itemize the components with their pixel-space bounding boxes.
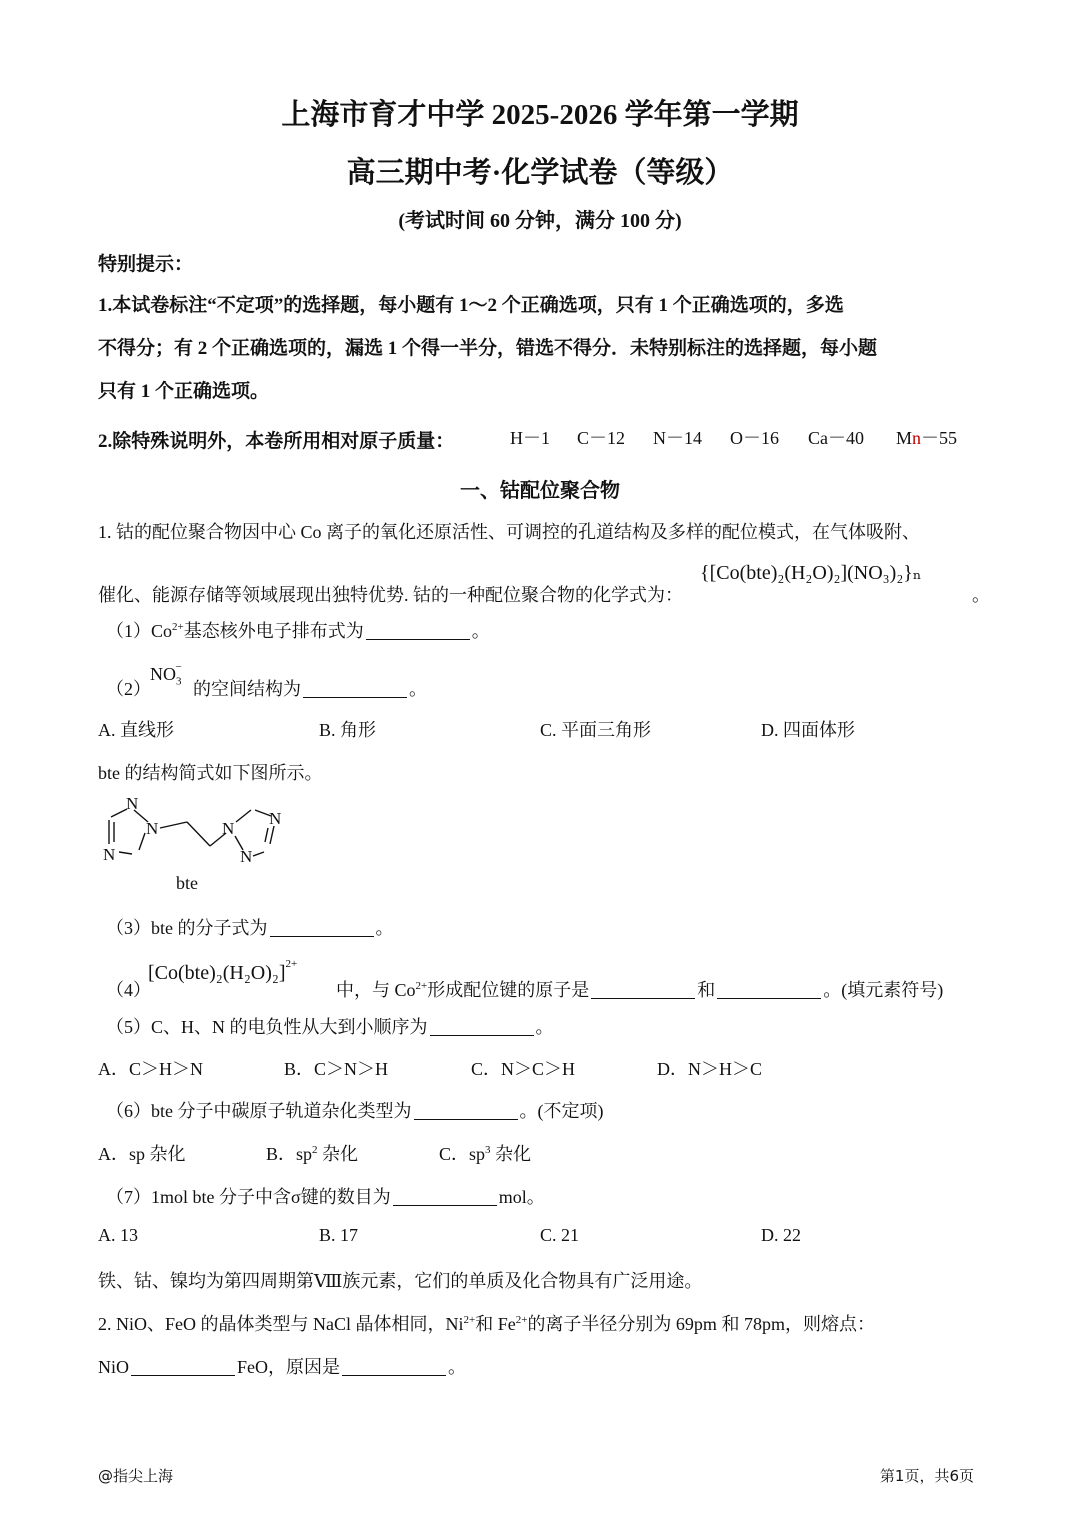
part-3: （3）bte 的分子式为 。 bbox=[106, 918, 394, 938]
notice-item1-line2: 不得分；有 2 个正确选项的，漏选 1 个得一半分，错选不得分．未特别标注的选择题，每小题 bbox=[98, 338, 878, 359]
p5-option-d[interactable]: D．N＞H＞C bbox=[657, 1059, 763, 1079]
bte-atom-n6: N bbox=[240, 847, 253, 866]
notice-heading: 特别提示： bbox=[98, 254, 194, 275]
p4-formula: $[Co(bte)_2(H_2O)_2]^{2+}$ bbox=[148, 958, 298, 984]
p2-option-b[interactable]: B. 角形 bbox=[319, 720, 377, 740]
answer-blank[interactable] bbox=[342, 1357, 446, 1376]
bte-atom-n1: N bbox=[126, 794, 139, 813]
answer-blank[interactable] bbox=[430, 1017, 534, 1036]
bte-label: bte bbox=[176, 873, 198, 893]
answer-blank[interactable] bbox=[393, 1187, 497, 1206]
title-line-2: 高三期中考·化学试卷（等级） bbox=[346, 157, 734, 189]
p6-option-b[interactable]: B．$sp^2$ 杂化 bbox=[266, 1144, 359, 1164]
p6-option-a[interactable]: A．sp 杂化 bbox=[98, 1144, 186, 1164]
nitrate-ion: $NO_3^-$ bbox=[150, 661, 182, 688]
answer-blank[interactable] bbox=[591, 980, 695, 999]
part-2: 的空间结构为 。 bbox=[193, 679, 427, 699]
q1-formula: {[Co(bte)₂(H₂O)₂](NO₃)₂}ₙ bbox=[700, 562, 922, 584]
answer-blank[interactable] bbox=[717, 980, 821, 999]
part-4: 中，与 $Co^{2+}$形成配位键的原子是 和 。(填元素符号) bbox=[336, 980, 944, 1000]
title-line-1: 上海市育才中学 2025-2026 学年第一学期 bbox=[281, 99, 799, 131]
answer-blank[interactable] bbox=[270, 918, 374, 937]
part-5: （5）C、H、N 的电负性从大到小顺序为 。 bbox=[106, 1017, 554, 1037]
p2-option-c[interactable]: C. 平面三角形 bbox=[540, 720, 652, 740]
para-fe: 铁、钴、镍均为第四周期第Ⅷ族元素，它们的单质及化合物具有广泛用途。 bbox=[98, 1271, 703, 1291]
mass-c: C－12 bbox=[577, 428, 626, 448]
q1-formula-end: 。 bbox=[972, 585, 990, 605]
answer-blank[interactable] bbox=[131, 1357, 235, 1376]
part-6: （6）bte 分子中碳原子轨道杂化类型为 。(不定项) bbox=[106, 1101, 604, 1121]
answer-blank[interactable] bbox=[303, 679, 407, 698]
q1-intro-line2: 催化、能源存储等领域展现出独特优势. 钴的一种配位聚合物的化学式为： bbox=[98, 585, 683, 605]
bte-intro: bte 的结构简式如下图所示。 bbox=[98, 763, 323, 783]
part-7: （7）1mol bte 分子中含σ键的数目为 mol。 bbox=[106, 1187, 545, 1207]
notice-item1-line3: 只有 1 个正确选项。 bbox=[98, 381, 270, 402]
p6-option-c[interactable]: C．$sp^3$ 杂化 bbox=[439, 1144, 532, 1164]
mass-h: H－1 bbox=[510, 428, 550, 448]
p5-option-a[interactable]: A．C＞H＞N bbox=[98, 1059, 204, 1079]
p7-option-d[interactable]: D. 22 bbox=[761, 1225, 801, 1245]
p5-option-b[interactable]: B．C＞N＞H bbox=[284, 1059, 389, 1079]
part-4-prefix: （4） bbox=[106, 980, 151, 1000]
p7-option-c[interactable]: C. 21 bbox=[540, 1225, 580, 1245]
bte-atom-n2: N bbox=[146, 819, 159, 838]
footer-source: @指尖上海 bbox=[98, 1467, 174, 1485]
part-1: $(1)Co^{2+}$基态核外电子排布式为 。 bbox=[106, 621, 490, 641]
mass-mn: Mn－55 bbox=[896, 428, 958, 448]
p5-option-c[interactable]: C．N＞C＞H bbox=[471, 1059, 576, 1079]
p2-option-a[interactable]: A. 直线形 bbox=[98, 720, 174, 740]
bte-atom-n5: N bbox=[269, 809, 282, 828]
q2-line2: NiO FeO，原因是 。 bbox=[98, 1357, 466, 1377]
answer-blank[interactable] bbox=[414, 1101, 518, 1120]
q1-intro-line1: 1. 钴的配位聚合物因中心 Co 离子的氧化还原活性、可调控的孔道结构及多样的配位模式，在气体吸附、 bbox=[98, 522, 921, 542]
notice-item2-label: 2.除特殊说明外，本卷所用相对原子质量： bbox=[98, 431, 455, 452]
q2-line1: 2. NiO、FeO 的晶体类型与 NaCl 晶体相同，$Ni^{2+}$和 $Fe^{2+}$的离子半径分别为 69pm 和 78pm，则熔点： bbox=[98, 1314, 875, 1334]
bte-atom-n3: N bbox=[103, 845, 116, 864]
p2-option-d[interactable]: D. 四面体形 bbox=[761, 720, 855, 740]
mass-n: N－14 bbox=[653, 428, 702, 448]
notice-item1-line1: 1.本试卷标注“不定项”的选择题，每小题有 1～2 个正确选项，只有 1 个正确选项的，多选 bbox=[98, 295, 844, 316]
footer-page-number: 第1页，共6页 bbox=[879, 1467, 974, 1485]
bte-atom-n4: N bbox=[222, 819, 235, 838]
bte-structure bbox=[95, 792, 295, 872]
section-title: 一、钴配位聚合物 bbox=[460, 480, 620, 502]
p7-option-b[interactable]: B. 17 bbox=[319, 1225, 359, 1245]
exam-info: (考试时间 60 分钟，满分 100 分) bbox=[398, 210, 682, 232]
mass-ca: Ca－40 bbox=[808, 428, 864, 448]
part-2-prefix: （2） bbox=[106, 679, 151, 699]
mass-o: O－16 bbox=[730, 428, 779, 448]
p7-option-a[interactable]: A. 13 bbox=[98, 1225, 138, 1245]
answer-blank[interactable] bbox=[366, 621, 470, 640]
